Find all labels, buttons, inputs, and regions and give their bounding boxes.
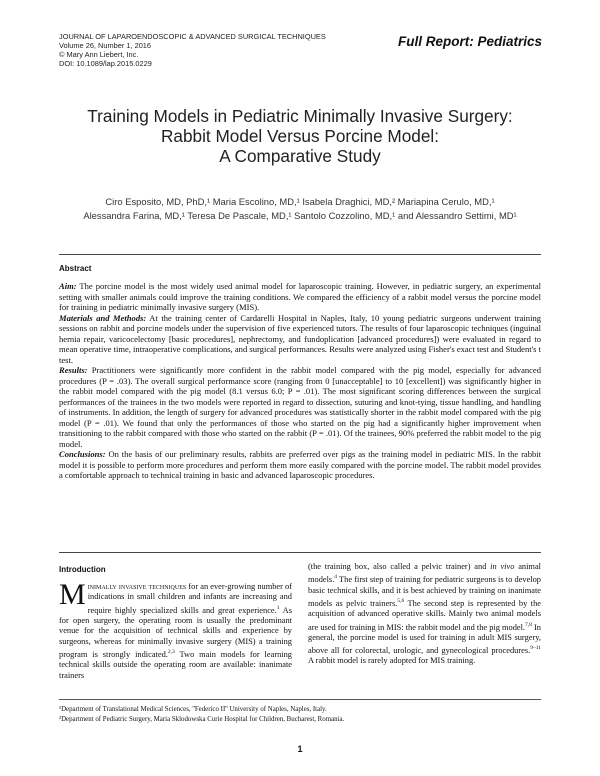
citation: 7,8 <box>525 621 532 628</box>
page-number: 1 <box>297 744 303 754</box>
intro-text: A rabbit model is rarely adopted for MIS training. <box>308 656 476 666</box>
title-line-1: Training Models in Pediatric Minimally Invasive Surgery: <box>87 106 513 126</box>
methods-label: Materials and Methods: <box>59 312 147 323</box>
drop-cap: M <box>59 578 86 611</box>
article-title <box>40 106 560 166</box>
journal-name: JOURNAL OF LAPAROENDOSCOPIC & ADVANCED SURGICAL TECHNIQUES <box>59 32 326 41</box>
title-line-3: A Comparative Study <box>219 146 381 166</box>
intro-column-left <box>59 578 292 681</box>
journal-doi: DOI: 10.1089/lap.2015.0229 <box>59 59 152 68</box>
intro-text: As for open surgery, the operating room is usually the predominant venue for the acquisition of technical skills and experience by surgeons, whereas for minimally invasive surgery (MIS) a training program is strongly indicated. <box>59 605 292 660</box>
introduction-heading: Introduction <box>59 565 106 574</box>
abstract-bottom-rule <box>59 552 541 553</box>
intro-text: The first step of training for pediatric surgeons is to develop basic technical skills, and it is best achieved by training on inanimate models as pelvic trainers. <box>308 575 541 608</box>
intro-italic: in vivo <box>490 562 515 571</box>
citation: 1 <box>276 604 280 611</box>
footnote-1: ¹Department of Translational Medical Sciences, ''Federico II'' University of Naples, Naples, Italy. <box>59 706 327 713</box>
authors-line-1: Ciro Esposito, MD, PhD,¹ Maria Escolino, MD,¹ Isabela Draghici, MD,² Mariapina Cerulo, MD,¹ <box>105 196 495 207</box>
abstract-aim <box>59 281 541 313</box>
conclusions-text: On the basis of our preliminary results, rabbits are preferred over pigs as the training model in pediatric MIS. In the rabbit model it is possible to perform more procedures and perform them more easily compared with the porcine model. The rabbit model provides a comfortable approach to technical training in basic and advanced laparoscopic procedures. <box>59 449 542 480</box>
authors-line-2: Alessandra Farina, MD,¹ Teresa De Pascale, MD,¹ Santolo Cozzolino, MD,¹ and Alessandro Settimi, MD¹ <box>83 209 517 221</box>
aim-label: Aim: <box>59 281 77 291</box>
abstract-methods <box>59 313 541 366</box>
intro-text: Two main models for learning technical skills outside the operating room are available: inanimate trainers <box>59 650 292 680</box>
journal-copyright: © Mary Ann Liebert, Inc. <box>59 50 139 59</box>
abstract-heading: Abstract <box>59 264 92 273</box>
intro-text: In general, the porcine model is used for training in adult MIS surgery, above all for colorectal, urologic, and gynecological procedures. <box>308 622 541 656</box>
methods-text: At the training center of Cardarelli Hospital in Naples, Italy, 10 young pediatric surgeons underwent training sessions on rabbit and porcine models under the supervision of five experienced tutors. The results of four laparoscopic techniques (inguinal hernia repair, varicocelectomy [basic procedures], nephrectomy, and fundoplication [advanced procedures]) were evaluated in regard to mean operative time, intraoperative complications, and surgical performances. Results were analyzed using Fisher's exact test and Student's t test. <box>59 312 541 365</box>
journal-volume: Volume 26, Number 1, 2016 <box>59 41 152 50</box>
results-label: Results: <box>59 365 88 375</box>
author-list <box>50 195 550 222</box>
intro-smallcaps: inimally invasive techniques <box>87 582 187 591</box>
aim-text: The porcine model is the most widely used animal model for laparoscopic training. However, in pediatric surgery, an experimental setting with smaller animals could improve the training conditions. We compared the efficiency of a rabbit model versus the porcine model for training in pediatric minimally invasive surgery (MIS). <box>59 281 542 312</box>
citation: 5,6 <box>397 598 405 605</box>
intro-text: animal models. <box>308 562 541 585</box>
results-text: Practitioners were significantly more confident in the rabbit model compared with the pig model, especially for advanced procedures (P = .03). The overall surgical performance score (ranging from 0 [unacceptable] to 10 [excellent]) was significantly higher in the rabbit model compared with the pig model (8.1 versus 6.0; P = .01). The most significant scoring differences between the surgical performances of the trainees in the two models were reported in regard to dissection, suturing and knot-tying, tissue handling, and handling of instruments. In addition, the length of surgery for advanced procedures was statistically shorter in the rabbit model compared with the pig model (P = .01). We found that only the performances of those who started on the pig had a significantly higher improvement when transitioning to the rabbit compared with those who started on the rabbit (P = .01). Of the trainees, 90% preferred the rabbit model to the pig model. <box>59 365 541 449</box>
intro-text: The second step is represented by the acquisition of advanced operative skills. Mainly two animal models are used for training in MIS: the rabbit model and the pig model. <box>308 598 542 632</box>
journal-info <box>59 32 326 68</box>
abstract-top-rule <box>59 254 541 255</box>
footnote-rule <box>59 699 541 700</box>
abstract-conclusions <box>59 449 541 481</box>
abstract-body <box>59 281 541 481</box>
footnote-2: ²Department of Pediatric Surgery, Maria Sklodowska Curie Hospital for Children, Bucharest, Romania. <box>59 716 345 723</box>
intro-column-right <box>308 562 541 667</box>
conclusions-label: Conclusions: <box>59 449 106 459</box>
intro-text: (the training box, also called a pelvic trainer) and <box>308 562 491 571</box>
citation: 4 <box>334 574 338 581</box>
intro-text: for an ever-growing number of indications in small children and infants are increasing and require highly specialized skills and great experience. <box>87 582 292 615</box>
citation: 9–11 <box>530 645 541 652</box>
citation: 2,3 <box>167 649 175 656</box>
abstract-results <box>59 365 541 449</box>
report-type: Full Report: Pediatrics <box>397 34 542 49</box>
title-line-2: Rabbit Model Versus Porcine Model: <box>160 126 439 146</box>
